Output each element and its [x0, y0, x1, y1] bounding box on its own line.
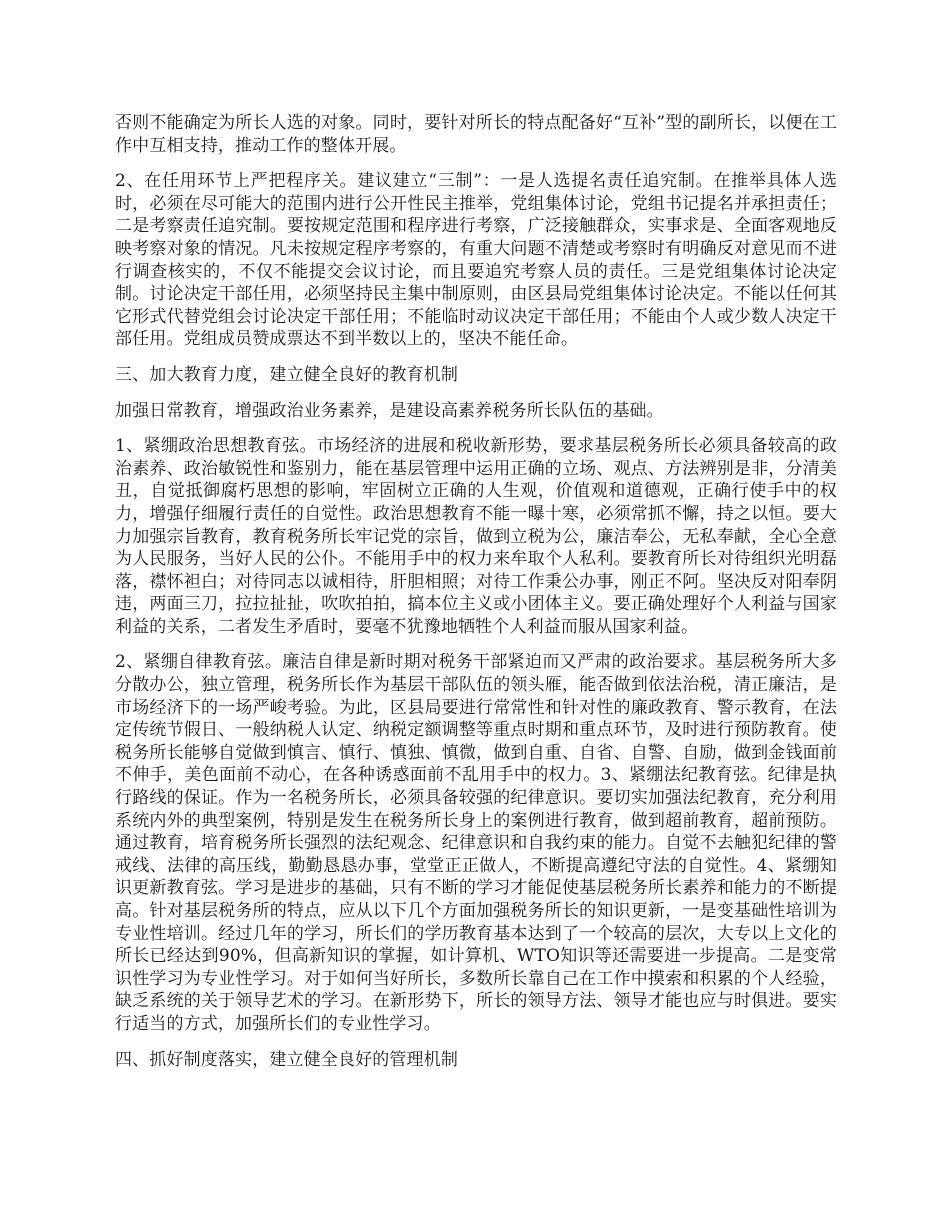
- paragraph-self-discipline-education: 2、紧绷自律教育弦。廉洁自律是新时期对税务干部紧迫而又严肃的政治要求。基层税务所大多分散办公，独立管理，税务所长作为基层干部队伍的领头雁，能否做到依法治税，清正廉洁，是市场经济下的一场严峻考验。为此，区县局要进行常常性和针对性的廉政教育、警示教育，在法定传统节假日、一般纳税人认定、纳税定额调整等重点时期和重点环节，及时进行预防教育。使税务所长能够自觉做到慎言、慎行、慎独、慎微，做到自重、自省、自警、自励，做到金钱面前不伸手，美色面前不动心，在各种诱惑面前不乱用手中的权力。3、紧绷法纪教育弦。纪律是执行路线的保证。作为一名税务所长，必须具备较强的纪律意识。要切实加强法纪教育，充分利用系统内外的典型案例，特别是发生在税务所长身上的案例进行教育，做到超前教育，超前预防。通过教育，培育税务所长强烈的法纪观念、纪律意识和自我约束的能力。自觉不去触犯纪律的警戒线、法律的高压线，勤勤恳恳办事，堂堂正正做人，不断提高遵纪守法的自觉性。4、紧绷知识更新教育弦。学习是进步的基础，只有不断的学习才能促使基层税务所长素养和能力的不断提高。针对基层税务所的特点，应从以下几个方面加强税务所长的知识更新，一是变基础性培训为专业性培训。经过几年的学习，所长们的学历教育基本达到了一个较高的层次，大专以上文化的所长已经达到90%，但高新知识的掌握，如计算机、WTO知识等还需要进一步提高。二是变常识性学习为专业性学习。对于如何当好所长，多数所长靠自己在工作中摸索和积累的个人经验，缺乏系统的关于领导艺术的学习。在新形势下，所长的领导方法、领导才能也应与时俱进。要实行适当的方式，加强所长们的专业性学习。: [115, 652, 837, 1034]
- section-heading-management: 四、抓好制度落实，建立健全良好的管理机制: [115, 1049, 458, 1070]
- paragraph-continuation: 否则不能确定为所长人选的对象。同时，要针对所长的特点配备好“互补”型的副所长，以便在工作中互相支持，推动工作的整体开展。: [115, 113, 837, 156]
- document-body: [115, 112, 837, 1084]
- section-heading-education: 三、加大教育力度，建立健全良好的教育机制: [115, 364, 458, 385]
- paragraph-political-education: 1、紧绷政治思想教育弦。市场经济的进展和税收新形势，要求基层税务所长必须具备较高的政治素养、政治敏锐性和鉴别力，能在基层管理中运用正确的立场、观点、方法辨别是非，分清美丑，自觉抵御腐朽思想的影响，牢固树立正确的人生观，价值观和道德观，正确行使手中的权力，增强仔细履行责任的自觉性。政治思想教育不能一曝十寒，必须常抓不懈，持之以恒。要大力加强宗旨教育，教育税务所长牢记党的宗旨，做到立税为公，廉洁奉公，无私奉献，全心全意为人民服务，当好人民的公仆。不能用手中的权力来牟取个人私利。要教育所长对待组织光明磊落，襟怀袒白；对待同志以诚相待，肝胆相照；对待工作秉公办事，刚正不阿。坚决反对阳奉阴违，两面三刀，拉拉扯扯，吹吹拍拍，搞本位主义或小团体主义。要正确处理好个人利益与国家利益的关系，二者发生矛盾时，要毫不犹豫地牺牲个人利益而服从国家利益。: [115, 436, 837, 637]
- paragraph-education-intro: 加强日常教育，增强政治业务素养，是建设高素养税务所长队伍的基础。: [115, 400, 664, 421]
- paragraph-appointment-procedure: 2、在任用环节上严把程序关。建议建立“三制”：一是人选提名责任追究制。在推举具体人选时，必须在尽可能大的范围内进行公开性民主推举，党组集体讨论，党组书记提名并承担责任；二是考察责任追究制。要按规定范围和程序进行考察，广泛接触群众，实事求是、全面客观地反映考察对象的情况。凡未按规定程序考察的，有重大问题不清楚或考察时有明确反对意见而不进行调查核实的，不仅不能提交会议讨论，而且要追究考察人员的责任。三是党组集体讨论决定制。讨论决定干部任用，必须坚持民主集中制原则，由区县局党组集体讨论决定。不能以任何其它形式代替党组会讨论决定干部任用；不能临时动议决定干部任用；不能由个人或少数人决定干部任用。党组成员赞成票达不到半数以上的，坚决不能任命。: [115, 171, 837, 350]
